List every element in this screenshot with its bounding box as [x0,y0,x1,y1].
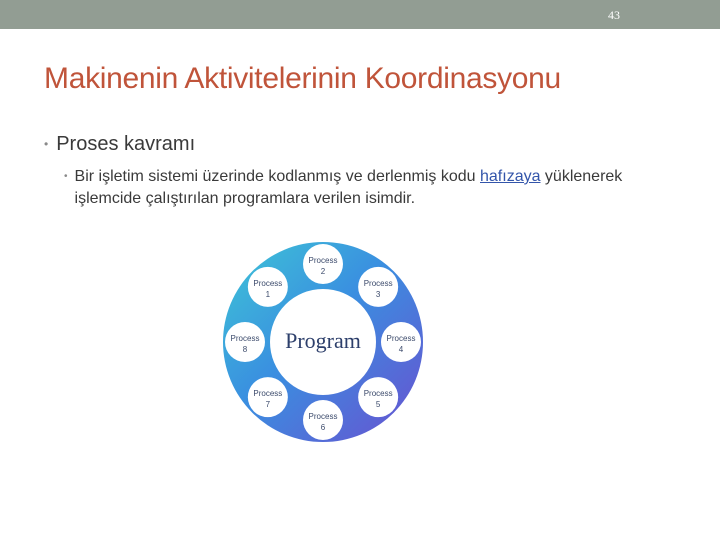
process-number: 1 [265,289,271,299]
bullet-level-1 [44,133,195,156]
slide-number: 43 [608,8,620,22]
slide-header-bar [0,0,720,29]
process-label: Process [308,256,338,265]
process-number: 8 [242,345,248,354]
bullet-dot-icon: • [64,171,68,182]
process-label: Process [308,412,338,421]
center-program-label: Program [285,328,361,353]
bullet-text-pre: Bir işletim sistemi üzerinde kodlanmış ve derlenmiş kodu [74,168,480,185]
process-label: Process [230,334,260,343]
slide-title: Makinenin Aktivitelerinin Koordinasyonu [44,62,561,95]
process-number: 6 [320,423,326,432]
process-label: Process [386,334,416,343]
process-number: 7 [265,400,271,410]
process-node-3 [358,267,398,307]
process-node-5 [358,377,398,417]
process-number: 2 [320,267,326,276]
process-label: Process [253,278,283,288]
bullet-level-2 [64,166,664,210]
process-number: 3 [375,289,381,299]
process-node-1 [248,267,288,307]
process-label: Process [363,389,393,399]
process-node-4 [381,322,421,362]
process-number: 5 [375,400,381,410]
bullet-dot-icon: • [44,137,49,151]
bullet-text [75,166,635,210]
bullet-text-post: yüklenerek işlemcide çalıştırılan programlara verilen isimdir. [74,168,623,207]
hafizaya-link[interactable]: hafızaya [480,168,541,185]
process-label: Process [363,278,393,288]
process-node-8 [225,322,265,362]
process-number: 4 [398,345,404,354]
process-node-7 [248,377,288,417]
process-node-2 [303,244,343,284]
process-program-diagram [215,240,435,445]
bullet-heading: Proses kavramı [56,133,196,155]
process-label: Process [253,389,283,399]
process-node-6 [303,400,343,440]
